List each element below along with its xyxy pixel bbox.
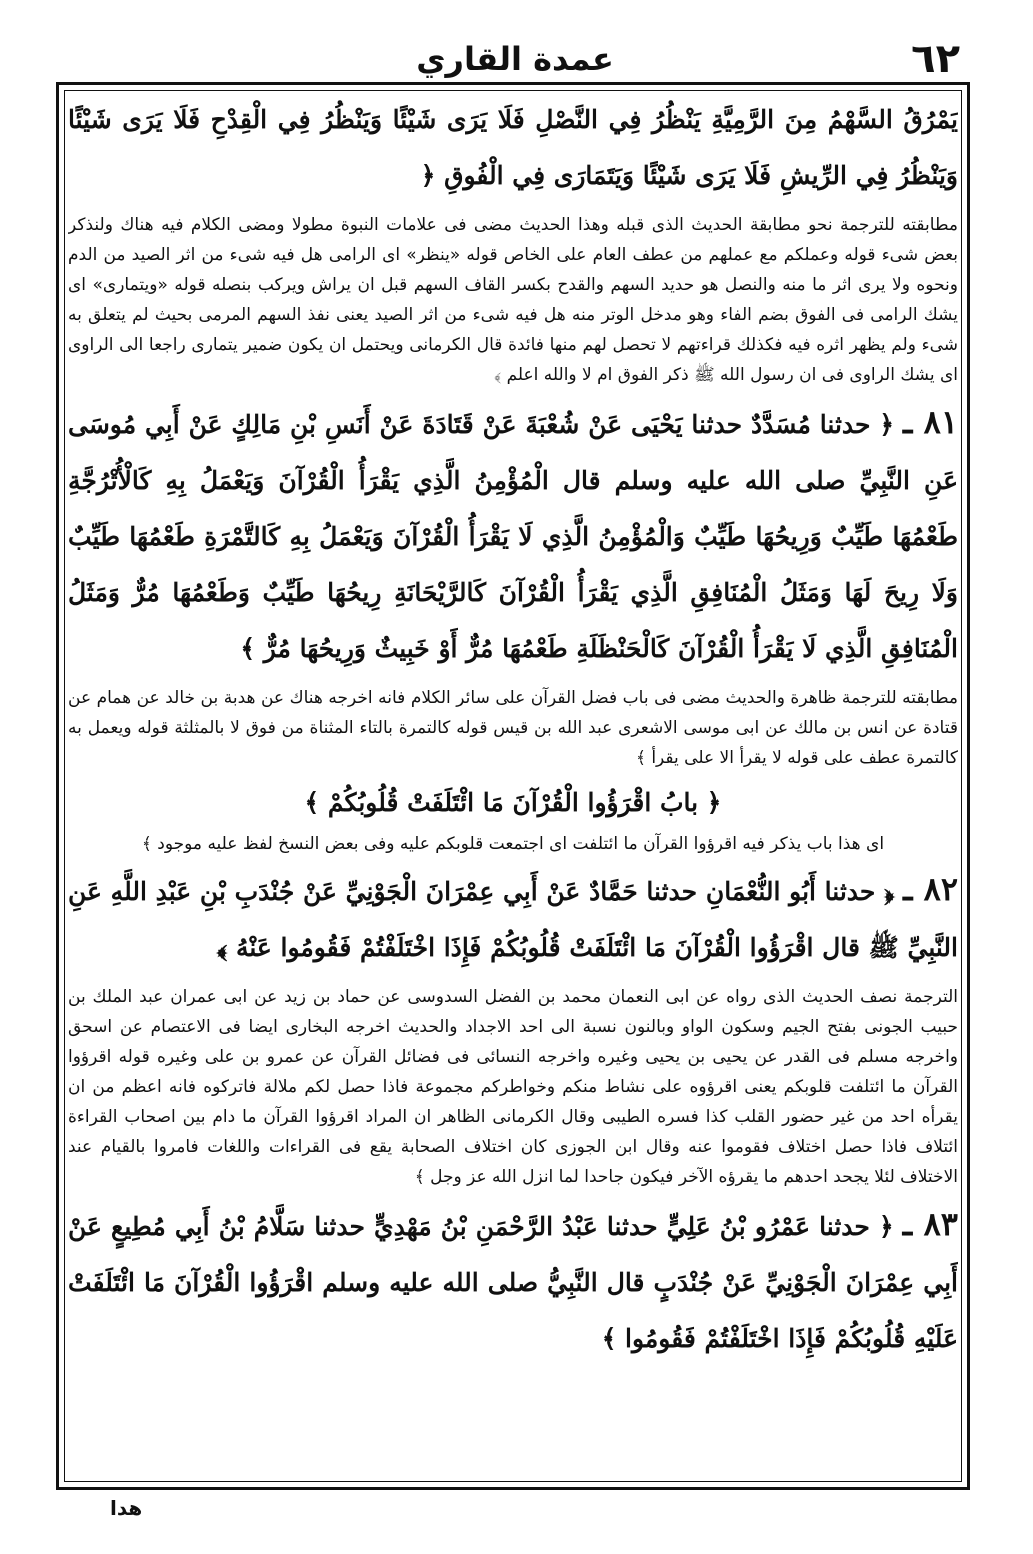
chapter-note — [68, 829, 958, 859]
commentary-paragraph — [68, 210, 958, 390]
hadith-number: ٨١ ـ — [902, 403, 958, 441]
hadith-number: ٨٣ ـ — [902, 1205, 958, 1243]
hadith-83 — [68, 1196, 958, 1367]
hadith-text: ﴿ حدثنا مُسَدَّدٌ حدثنا يَحْيَى عَنْ شُعْبَةَ عَنْ قَتَادَةَ عَنْ أَنَسِ بْنِ مَالِكٍ عَنْ أَبِي مُوسَى عَنِ النَّبِيِّ صلى الله عليه وسلم قال الْمُؤْمِنُ الَّذِي يَقْرَأُ الْقُرْآنَ وَيَعْمَلُ بِهِ كَالْأُتْرُجَّةِ طَعْمُهَا طَيِّبٌ وَرِيحُهَا طَيِّبٌ وَالْمُؤْمِنُ الَّذِي لَا يَقْرَأُ الْقُرْآنَ وَيَعْمَلُ بِهِ كَالتَّمْرَةِ طَعْمُهَا طَيِّبٌ وَلَا رِيحَ لَهَا وَمَثَلُ الْمُنَافِقِ الَّذِي يَقْرَأُ الْقُرْآنَ كَالرَّيْحَانَةِ رِيحُهَا طَيِّبٌ وَطَعْمُهَا مُرٌّ وَمَثَلُ الْمُنَافِقِ الَّذِي لَا يَقْرَأُ الْقُرْآنَ كَالْحَنْظَلَةِ طَعْمُهَا مُرٌّ أَوْ خَبِيثٌ وَرِيحُهَا مُرٌّ ﴾ — [68, 410, 958, 663]
hadith-text: يَمْرُقُ السَّهْمُ مِنَ الرَّمِيَّةِ يَنْظُرُ فِي النَّصْلِ فَلَا يَرَى شَيْئًا وَيَنْظُرُ فِي الْقِدْحِ فَلَا يَرَى شَيْئًا وَيَنْظُرُ فِي الرِّيشِ فَلَا يَرَى شَيْئًا وَيَتَمَارَى فِي الْفُوقِ ﴿ — [68, 105, 958, 190]
hadith-number: ٨٢ ـ — [903, 870, 958, 908]
commentary-text: مطابقته للترجمة نحو مطابقة الحديث الذى قبله وهذا الحديث مضى فى علامات النبوة مطولا ومضى الكلام فيه هناك ولنذكر بعض شىء قوله وعملكم مع عملهم من عطف العام على الخاص قوله «ينظر» اى الرامى هل فيه شىء من اثر الصيد من الدم ونحوه ولا يرى اثر ما منه والنصل هو حديد السهم والقدح بكسر القاف السهم قبل ان يراش ويركب بنصله قوله «ويتمارى» اى يشك الرامى فى الفوق بضم الفاء وهو مدخل الوتر منه هل فيه شىء من اثر الصيد يعنى نفذ السهم المرمى بحيث لم يتعلق به شىء ولم يظهر اثره فيه فكذلك قراءتهم لا تحصل لهم منها فائدة قال الكرمانى ويحتمل ان يكون ضمير يتمارى راجعا الى الراوى اى يشك الراوى فى ان رسول الله ﷺ ذكر الفوق ام لا والله اعلم ﴾ — [68, 215, 958, 385]
chapter-heading-text: ﴿ بابُ اقْرَؤُوا الْقُرْآنَ مَا ائْتَلَفَتْ قُلُوبُكُمْ ﴾ — [304, 788, 722, 817]
commentary-paragraph — [68, 982, 958, 1192]
page-body — [68, 92, 958, 1472]
hadith-text: ﴿ حدثنا أَبُو النُّعْمَانِ حدثنا حَمَّادٌ عَنْ أَبِي عِمْرَانَ الْجَوْنِيِّ عَنْ جُنْدَبِ بْنِ عَبْدِ اللَّهِ عَنِ النَّبِيِّ ﷺ قال اقْرَؤُوا الْقُرْآنَ مَا ائْتَلَفَتْ قُلُوبُكُمْ فَإِذَا اخْتَلَفْتُمْ فَقُومُوا عَنْهُ ﴾ — [68, 877, 958, 962]
chapter-note-text: اى هذا باب يذكر فيه اقرؤوا القرآن ما ائتلفت اى اجتمعت قلوبكم عليه وفى بعض النسخ لفظ عليه موجود ﴾ — [141, 834, 885, 854]
hadith-82 — [68, 861, 958, 976]
commentary-paragraph — [68, 683, 958, 773]
commentary-text: مطابقته للترجمة ظاهرة والحديث مضى فى باب فضل القرآن على سائر الكلام فانه اخرجه هناك عن هدبة بن خالد عن همام عن قتادة عن انس بن مالك عن ابى موسى الاشعرى عبد الله بن قيس قوله كالتمرة بالتاء المثناة من فوق لا بالمثلثة قوله ويعمل به كالتمرة عطف على قوله لا يقرأ الا على يقرأ ﴾ — [68, 688, 958, 768]
signature-mark: ھدا — [110, 1496, 143, 1520]
hadith-81 — [68, 394, 958, 677]
chapter-heading — [68, 777, 958, 829]
running-title: عمدة القاري — [416, 40, 614, 78]
hadith-continuation — [68, 92, 958, 204]
page-header — [60, 36, 970, 86]
page-number: ٦٢ — [911, 36, 960, 82]
hadith-text: ﴿ حدثنا عَمْرُو بْنُ عَلِيٍّ حدثنا عَبْدُ الرَّحْمَنِ بْنُ مَهْدِيٍّ حدثنا سَلَّامُ بْنُ أَبِي مُطِيعٍ عَنْ أَبِي عِمْرَانَ الْجَوْنِيِّ عَنْ جُنْدَبٍ قال النَّبِيُّ صلى الله عليه وسلم اقْرَؤُوا الْقُرْآنَ مَا ائْتَلَفَتْ عَلَيْهِ قُلُوبُكُمْ فَإِذَا اخْتَلَفْتُمْ فَقُومُوا ﴾ — [68, 1212, 958, 1353]
commentary-text: الترجمة نصف الحديث الذى رواه عن ابى النعمان محمد بن الفضل السدوسى عن حماد بن زيد عن ابى عمران عبد الملك بن حبيب الجونى بفتح الجيم وسكون الواو وبالنون نسبة الى احد الاجداد والحديث اخرجه البخارى ايضا فى الاعتصام عن اسحق واخرجه مسلم فى القدر عن يحيى بن يحيى وغيره واخرجه النسائى فى فضائل القرآن عن عمرو بن على وغيره قوله اقرؤوا القرآن ما ائتلفت قلوبكم يعنى اقرؤوه على نشاط منكم وخواطركم مجموعة فاذا حصل لكم ملالة فاتركوه فانه اعظم من ان يقرأه احد من غير حضور القلب كذا فسره الطيبى وقال الكرمانى الظاهر ان المراد اقرؤوا القرآن ما دام بين اصحاب القراءة ائتلاف فاذا حصل اختلاف فقوموا عنه وقال ابن الجوزى كان اختلاف الصحابة يقع فى القراءات واللغات فامروا بالقيام عند الاختلاف لئلا يجحد احدهم ما يقرؤه الآخر فيكون جاحدا لما انزل الله عز وجل ﴾ — [68, 987, 958, 1187]
